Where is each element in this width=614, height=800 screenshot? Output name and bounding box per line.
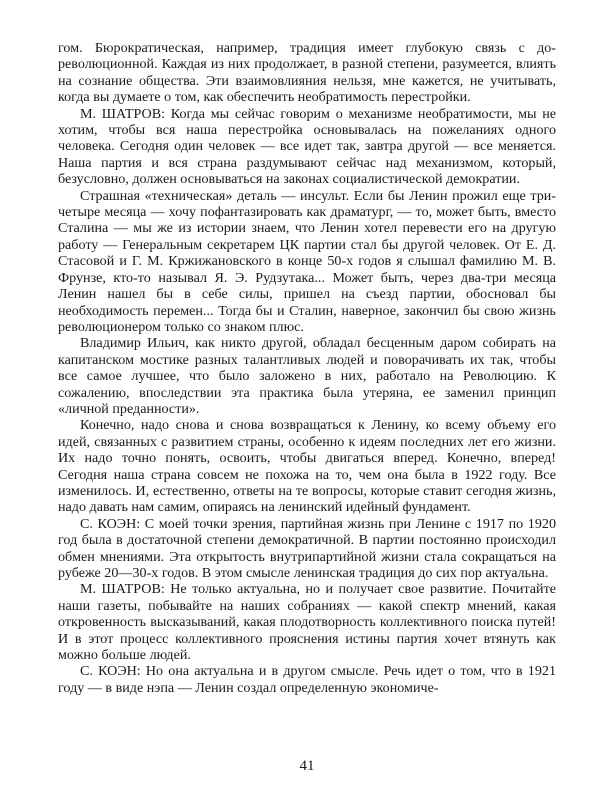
paragraph-4: Владимир Ильич, как никто другой, обладал бесценным даром собирать на капитанском мостике разных талантливых людей и поворачивать их так, чтобы все самое лучшее, что было заложено в них, работало на Революцию. К сожалению, впоследствии эта практика была утеряна, ее заменил принцип «личной преданности». <box>58 335 556 417</box>
paragraph-2: М. ШАТРОВ: Когда мы сейчас говорим о механизме необратимости, мы не хотим, чтобы вся наша перестройка основывалась на пожеланиях одного человека. Сегодня один человек — все идет так, завтра другой — все меняется. Наша партия и вся страна раздумывают сейчас над механизмом, который, безусловно, должен основываться на законах социалистической демократии. <box>58 105 556 188</box>
page-number: 41 <box>299 758 315 774</box>
paragraph-3: Страшная «техническая» деталь — инсульт. Если бы Ленин прожил еще три-четыре месяца — хочу пофантазировать как драматург, — то, может быть, вместо Сталина — мы же из истории знаем, что Ленин хотел перевести его на другую работу — Генеральным секретарем ЦК партии стал бы другой человек. От Е. Д. Стасовой и Г. М. Кржижановского в конце 50-х годов я слышал фамилию М. В. Фрунзе, кто-то называл Я. Э. Рудзутака... Может быть, через два-три месяца Ленин нашел бы в себе силы, пришел на съезд партии, обосновал бы необходимость перемен... Тогда бы и Сталин, наверное, закончил бы свою жизнь революционером только со знаком плюс. <box>58 187 556 335</box>
paragraph-6: С. КОЭН: С моей точки зрения, партийная жизнь при Ленине с 1917 по 1920 год была в достаточной степени демократичной. В партии постоянно происходил обмен мнениями. Эта открытость внутрипартийной жизни стала сокращаться на рубеже 20—30-х годов. В этом смысле ленинская традиция до сих пор актуальна. <box>58 515 556 581</box>
paragraph-5: Конечно, надо снова и снова возвращаться к Ленину, ко всему объему его идей, связанных с развитием страны, особенно к идеям последних лет его жизни. Их надо точно понять, освоить, чтобы двигаться вперед. Конечно, вперед! Сегодня наша страна совсем не похожа на то, чем она была в 1922 году. Все изменилось. И, естественно, ответы на те вопросы, которые ставит сегодня жизнь, надо давать нам самим, опираясь на ленинский идейный фундамент. <box>58 417 556 516</box>
paragraph-8: С. КОЭН: Но она актуальна и в другом смысле. Речь идет о том, что в 1921 году — в виде нэпа — Ленин создал определенную экономиче- <box>58 663 556 696</box>
paragraph-7: М. ШАТРОВ: Не только актуальна, но и получает свое развитие. Почитайте наши газеты, побывайте на наших собраниях — какой спектр мнений, какая откровенность высказываний, какая плодотворность коллективного поиска путей! И в этот процесс коллективного прояснения истины партия хочет втянуть как можно больше людей. <box>58 581 556 664</box>
paragraph-1: гом. Бюрократическая, например, традиция имеет глубокую связь с дореволюционной. Каждая из них продолжает, в разной степени, разумеется, влиять на сознание общества. Эти взаимовлияния нельзя, мне кажется, не учитывать, когда вы думаете о том, как обеспечить необратимость перестройки. <box>58 40 556 106</box>
book-page <box>58 40 556 760</box>
